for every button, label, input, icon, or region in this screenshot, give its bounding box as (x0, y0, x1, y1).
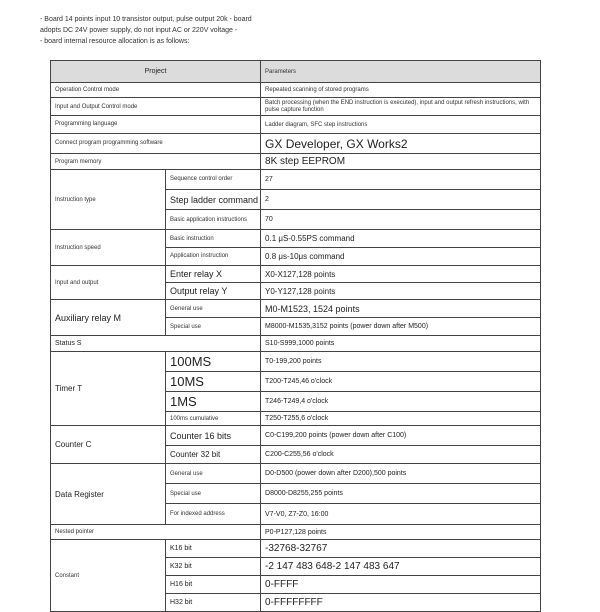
row-value: 27 (261, 170, 541, 190)
table-row (51, 266, 541, 283)
row-value: S10-S999,1000 points (261, 336, 541, 352)
sub-label: K16 bit (166, 540, 261, 558)
row-value: T0-199,200 points (261, 352, 541, 372)
row-value: Repeated scanning of stored programs (261, 83, 541, 98)
row-value: GX Developer, GX Works2 (261, 134, 541, 154)
table-row (51, 116, 541, 134)
sub-label: General use (166, 300, 261, 318)
sub-label: Output relay Y (166, 283, 261, 300)
group-label-instruction-speed: Instruction speed (51, 230, 166, 266)
group-label-input-output: Input and output (51, 266, 166, 300)
intro-line-2: adopts DC 24V power supply, do not input AC or 220V voltage - (40, 27, 238, 34)
row-value: 0-FFFFFFFF (261, 594, 541, 612)
row-value: T246-T249,4 o'clock (261, 392, 541, 412)
sub-label: H16 bit (166, 576, 261, 594)
row-value: X0-X127,128 points (261, 266, 541, 283)
group-label-data-register: Data Register (51, 464, 166, 525)
sub-label: Sequence control order (166, 170, 261, 190)
row-value: D8000-D8255,255 points (261, 484, 541, 504)
row-value: M0-M1523, 1524 points (261, 300, 541, 318)
table-row (51, 540, 541, 558)
row-value: P0-P127,128 points (261, 525, 541, 540)
sub-label: 100ms cumulative (166, 412, 261, 426)
sub-label: Application instruction (166, 248, 261, 266)
table-row (51, 336, 541, 352)
sub-label: Special use (166, 484, 261, 504)
sub-label: Enter relay X (166, 266, 261, 283)
sub-label: 100MS (166, 352, 261, 372)
table-header-row (51, 61, 541, 83)
table-row (51, 352, 541, 372)
table-row (51, 98, 541, 116)
row-value: T250-T255,6 o'clock (261, 412, 541, 426)
row-value: -32768-32767 (261, 540, 541, 558)
spec-table (50, 60, 541, 612)
row-label: Nested pointer (51, 525, 261, 540)
table-row (51, 170, 541, 190)
group-label-instruction-type: Instruction type (51, 170, 166, 230)
group-label-auxiliary-relay: Auxiliary relay M (51, 300, 166, 336)
row-value: T200-T245,46 o'clock (261, 372, 541, 392)
sub-label: Step ladder command (166, 190, 261, 210)
sub-label: 1MS (166, 392, 261, 412)
row-value: 2 (261, 190, 541, 210)
row-value: Batch processing (when the END instruction is executed), input and output refresh instructions, with pulse capture function (261, 98, 541, 116)
row-label: Programming language (51, 116, 261, 134)
intro-line-3: - board internal resource allocation is as follows: (40, 38, 190, 45)
row-label: Connect program programming software (51, 134, 261, 154)
table-row (51, 134, 541, 154)
row-value: 8K step EEPROM (261, 154, 541, 170)
sub-label: Counter 16 bits (166, 426, 261, 446)
row-value: C200-C255,56 o'clock (261, 446, 541, 464)
sub-label: Special use (166, 318, 261, 336)
table-row (51, 525, 541, 540)
group-label-counter: Counter C (51, 426, 166, 464)
row-value: 0-FFFF (261, 576, 541, 594)
sub-label: Basic application instructions (166, 210, 261, 230)
intro-line-1: - Board 14 points input 10 transistor output, pulse output 20k - board (40, 16, 252, 23)
sub-label: H32 bit (166, 594, 261, 612)
row-label: Program memory (51, 154, 261, 170)
row-label: Input and Output Control mode (51, 98, 261, 116)
table-row (51, 300, 541, 318)
row-label: Status S (51, 336, 261, 352)
table-row (51, 154, 541, 170)
sub-label: K32 bit (166, 558, 261, 576)
table-row (51, 464, 541, 484)
group-label-constant: Constant (51, 540, 166, 612)
row-value: Ladder diagram, SFC step instructions (261, 116, 541, 134)
sub-label: Basic instruction (166, 230, 261, 248)
table-row (51, 230, 541, 248)
group-label-timer: Timer T (51, 352, 166, 426)
sub-label: For indexed address (166, 504, 261, 525)
header-parameters: Parameters (261, 61, 541, 83)
row-value: V7-V0, Z7-Z0, 16:00 (261, 504, 541, 525)
row-value: C0-C199,200 points (power down after C100) (261, 426, 541, 446)
table-row (51, 83, 541, 98)
intro-text (40, 14, 560, 47)
row-value: -2 147 483 648-2 147 483 647 (261, 558, 541, 576)
row-value: M8000-M1535,3152 points (power down after M500) (261, 318, 541, 336)
table-row (51, 426, 541, 446)
row-label: Operation Control mode (51, 83, 261, 98)
header-project: Project (51, 61, 261, 83)
row-value: D0-D500 (power down after D200),500 points (261, 464, 541, 484)
row-value: Y0-Y127,128 points (261, 283, 541, 300)
sub-label: Counter 32 bit (166, 446, 261, 464)
row-value: 0.8 μs-10μs command (261, 248, 541, 266)
sub-label: General use (166, 464, 261, 484)
row-value: 0.1 μS-0.55PS command (261, 230, 541, 248)
sub-label: 10MS (166, 372, 261, 392)
row-value: 70 (261, 210, 541, 230)
